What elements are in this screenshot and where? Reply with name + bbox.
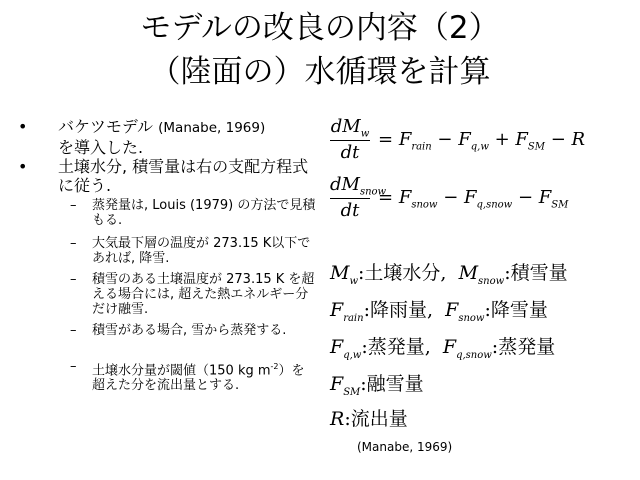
definition-row: R:流出量 — [330, 408, 408, 430]
bullet-symbol: • — [18, 157, 28, 176]
eq1-numerator-sub: w — [360, 128, 370, 140]
superscript: -2 — [270, 362, 279, 371]
governing-equations — [330, 116, 630, 226]
definition-row: $F_{q,w}$:蒸発量, $F_{q,snow}$:蒸発量 — [330, 336, 556, 361]
eq2-numerator-sub: snow — [359, 186, 387, 198]
sub-bullet-text-tail: ）を超えた分を流出量とする. — [92, 363, 305, 394]
bullet-citation: (Manabe, 1969) — [158, 120, 266, 136]
dash-symbol: – — [70, 359, 77, 374]
dash-symbol: – — [70, 198, 77, 213]
eq1-denominator: dt — [340, 142, 360, 163]
definition-row: $F_{SM}$:融雪量 — [330, 373, 424, 398]
definition-row: $F_{rain}$:降雨量, $F_{snow}$:降雪量 — [330, 299, 548, 324]
dash-symbol: – — [70, 236, 77, 251]
sub-bullet-text: 蒸発量は, Louis (1979) の方法で見積もる. — [92, 198, 316, 228]
sub-bullet-text: 積雪がある場合, 雪から蒸発する. — [92, 323, 287, 338]
slide-title-line-2: （陸面の）水循環を計算 — [149, 54, 491, 90]
dash-symbol: – — [70, 323, 77, 338]
equation-2-rhs: = $F_{snow} - F_{q,snow} - F_{SM}$ — [378, 187, 569, 211]
eq2-numerator: dM — [330, 174, 360, 195]
slide-title-line-1: モデルの改良の内容（2） — [140, 10, 500, 46]
eq1-numerator: dM — [330, 116, 361, 137]
sub-bullet-text: 大気最下層の温度が 273.15 K以下であれば, 降雪. — [92, 236, 311, 266]
eq2-denominator: dt — [340, 200, 360, 221]
sub-bullet-text: 積雪のある土壌温度が 273.15 K を超える場合には, 超えた熱エネルギー分だけ融雪. — [92, 272, 315, 317]
equation-1-fraction — [330, 116, 370, 163]
sub-bullet-text: 土壌水分量が閾値（150 kg m — [92, 363, 271, 379]
bullet-text: 土壌水分, 積雪量は右の支配方程式に従う. — [58, 157, 309, 195]
bullet-symbol: • — [18, 117, 28, 136]
citation: (Manabe, 1969) — [357, 440, 453, 454]
bullet-text-tail: を導入した. — [58, 138, 144, 157]
definition-row: $M_w$:土壌水分, $M_{snow}$:積雪量 — [330, 262, 568, 287]
equation-2-fraction — [330, 174, 387, 221]
dash-symbol: – — [70, 272, 77, 287]
bullet-text: バケツモデル — [58, 117, 159, 136]
equation-1-rhs: = $F_{rain} - F_{q,w} + F_{SM} - R$ — [378, 129, 586, 153]
